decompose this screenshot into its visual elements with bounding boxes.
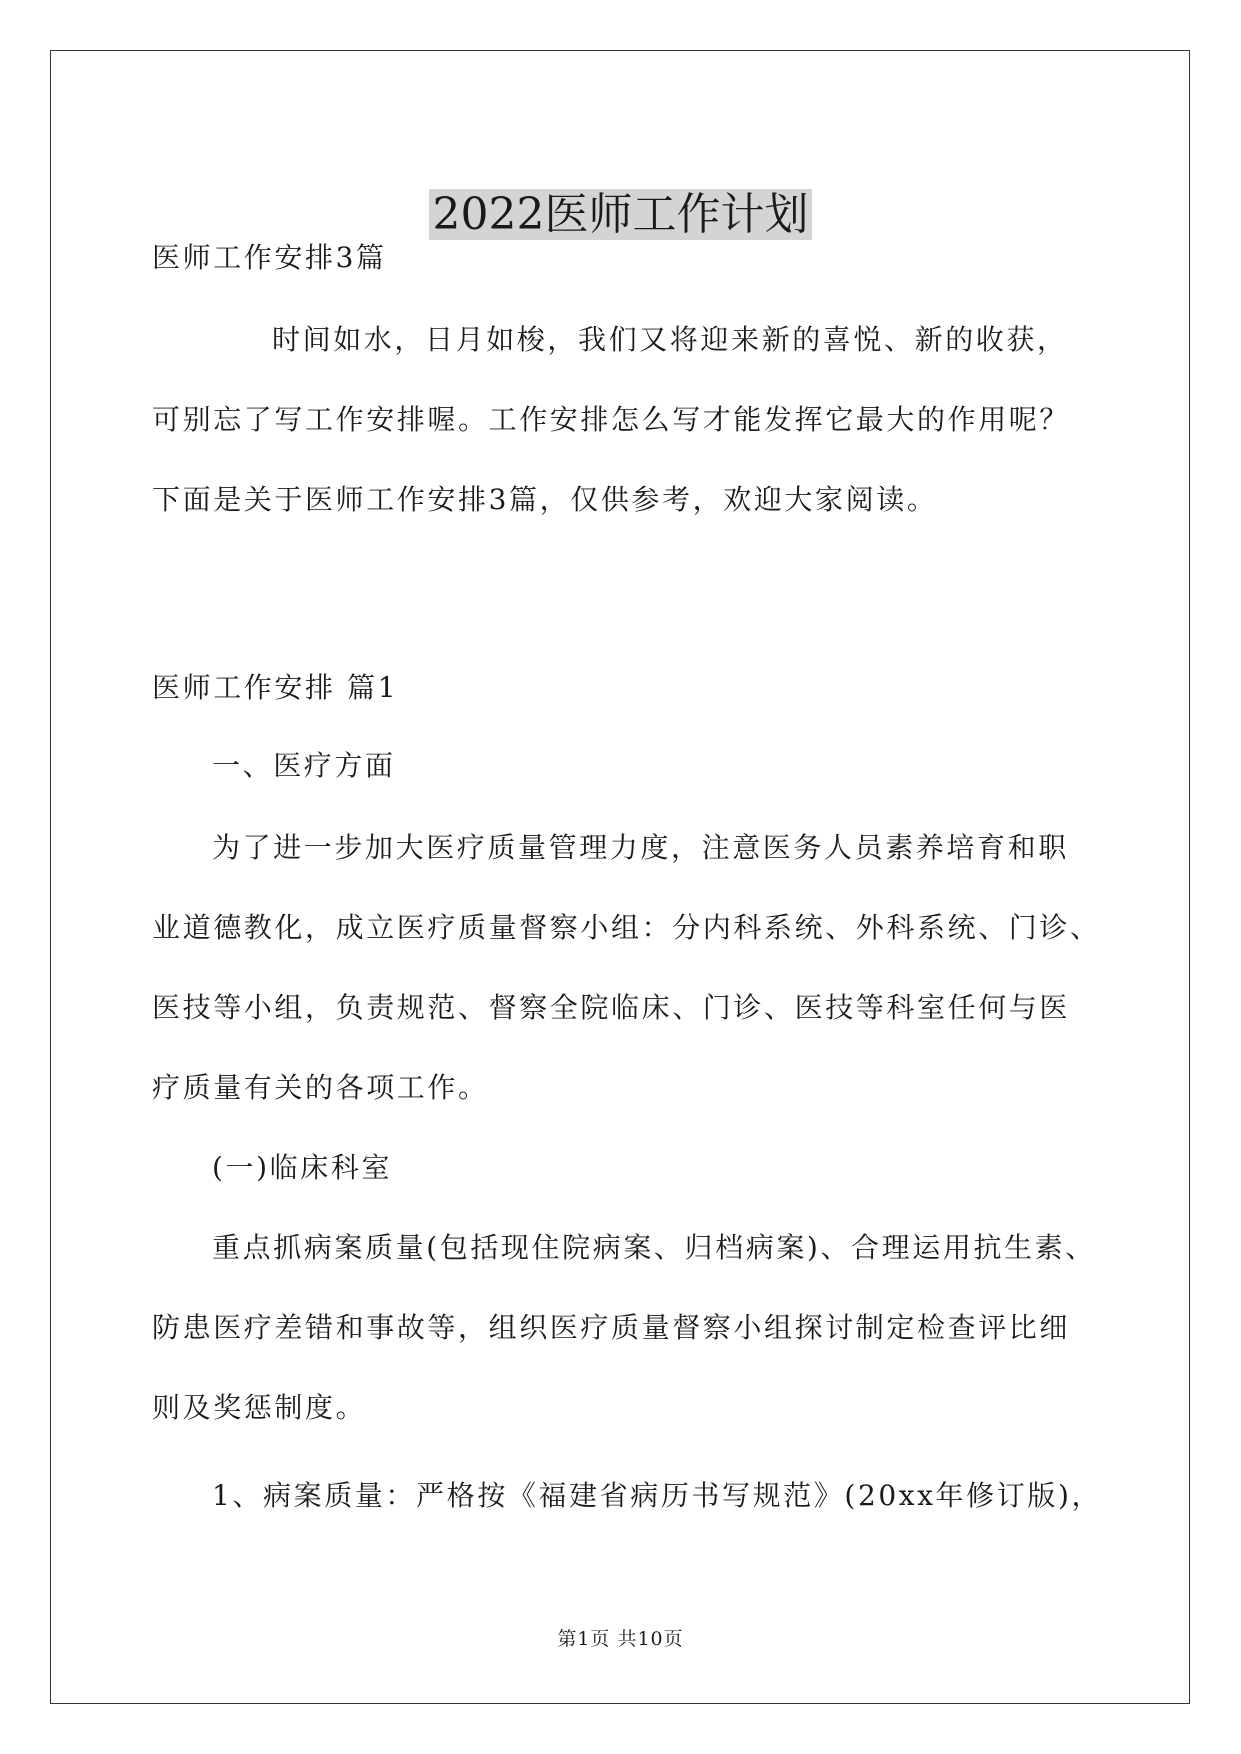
paragraph-line: 疗质量有关的各项工作。 [152,1071,489,1104]
paragraph-line: 业道德教化，成立医疗质量督察小组：分内科系统、外科系统、门诊、 [152,911,1101,944]
paragraph-line: 医技等小组，负责规范、督察全院临床、门诊、医技等科室任何与医 [152,991,1071,1024]
paragraph-line: 重点抓病案质量(包括现住院病案、归档病案)、合理运用抗生素、 [212,1231,1096,1264]
paragraph-line: 为了进一步加大医疗质量管理力度，注意医务人员素养培育和职 [212,831,1069,864]
paragraph-line: 可别忘了写工作安排喔。工作安排怎么写才能发挥它最大的作用呢？ [152,403,1071,436]
subsection-heading: 一、医疗方面 [212,749,396,782]
page-footer: 第1页 共10页 [557,1628,684,1650]
section-heading: 医师工作安排 篇1 [152,671,399,704]
subtitle-line: 医师工作安排3篇 [152,241,387,274]
page-border [50,50,1190,1704]
paragraph-line: 时间如水，日月如梭，我们又将迎来新的喜悦、新的收获， [272,323,1068,356]
paragraph-line: 1、病案质量：严格按《福建省病历书写规范》(20xx年修订版)， [212,1479,1103,1512]
subsection-heading: (一)临床科室 [212,1151,393,1184]
paragraph-line: 则及奖惩制度。 [152,1391,367,1424]
paragraph-line: 防患医疗差错和事故等，组织医疗质量督察小组探讨制定检查评比细 [152,1311,1071,1344]
document-title: 2022医师工作计划 [0,187,1241,243]
paragraph-line: 下面是关于医师工作安排3篇，仅供参考，欢迎大家阅读。 [152,483,938,516]
